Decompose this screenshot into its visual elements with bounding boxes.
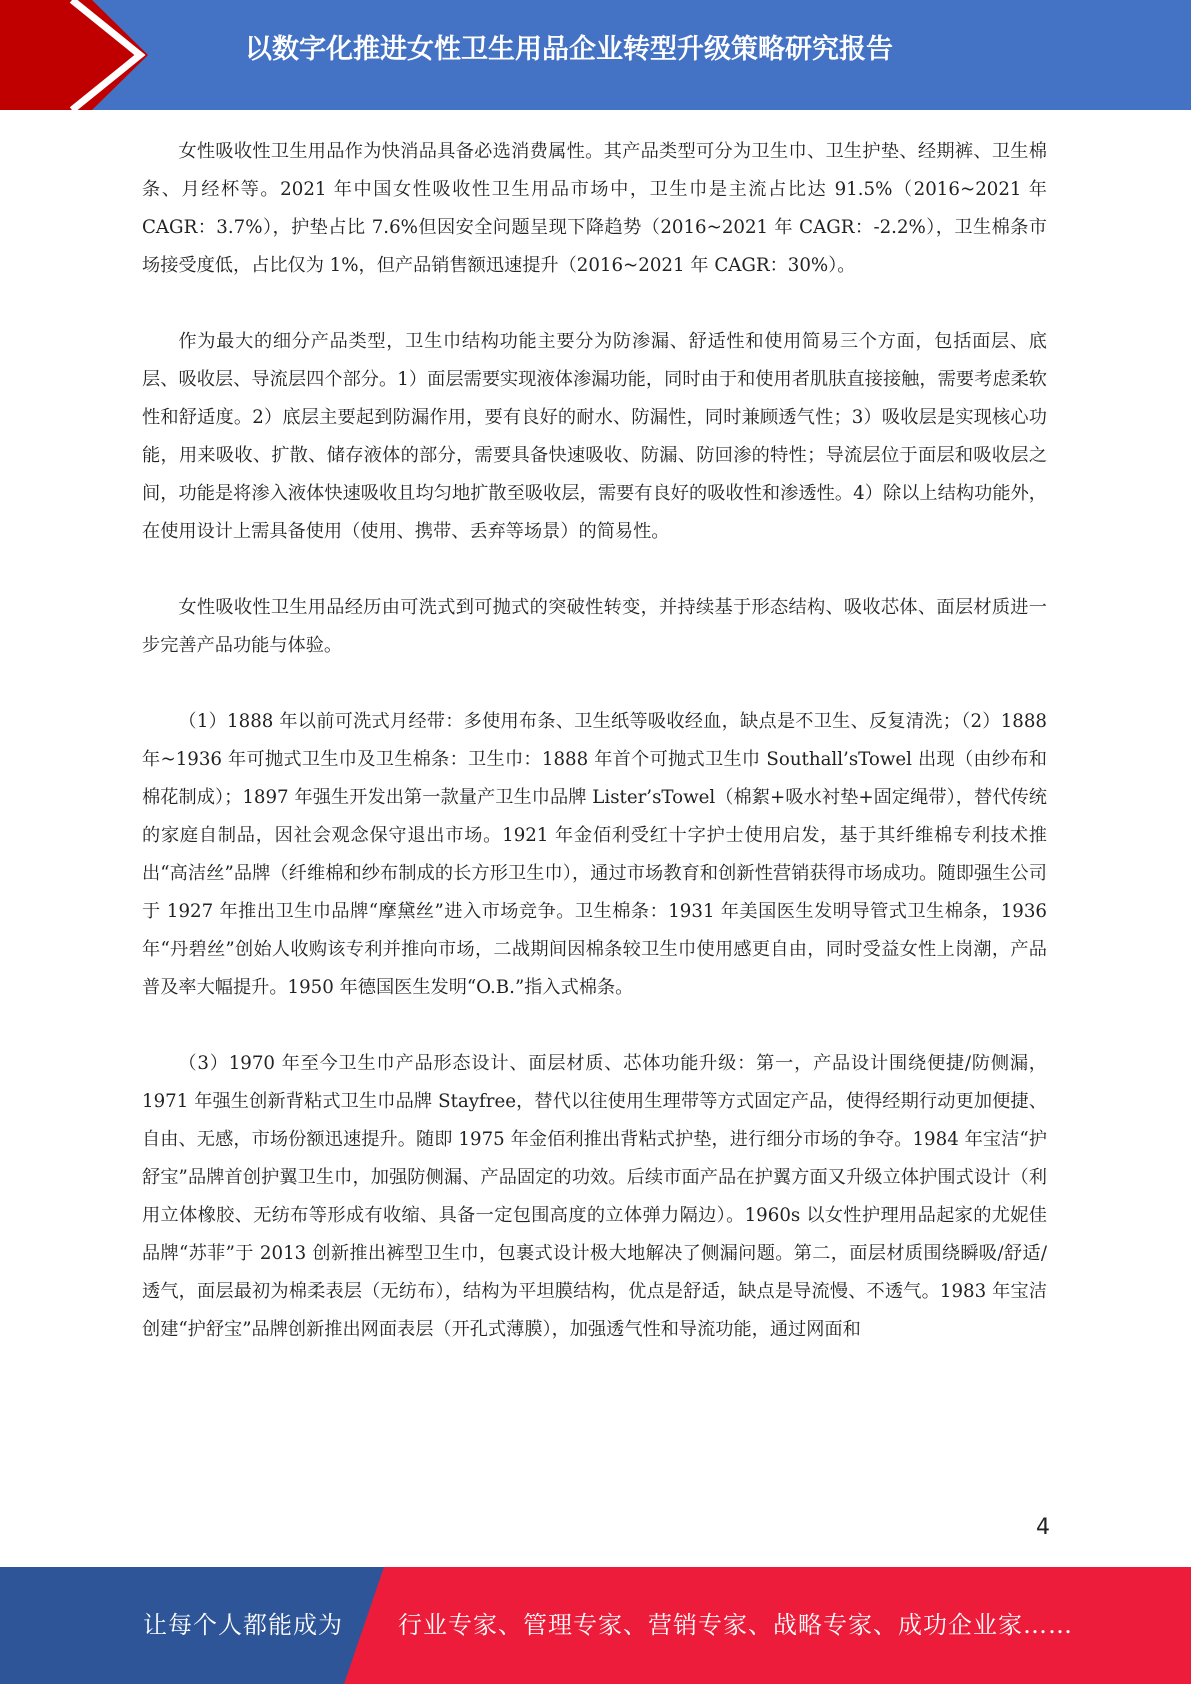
header-banner: [0, 0, 1191, 110]
paragraph-history-1970-present: （3）1970 年至今卫生巾产品形态设计、面层材质、芯体功能升级：第一，产品设计围绕便捷/防侧漏，1971 年强生创新背粘式卫生巾品牌 Stayfree，替代以往使用生理带等方式固定产品，使得经期行动更加便捷、自由、无感，市场份额迅速提升。随即 1975 年金佰利推出背粘式护垫，进行细分市场的争夺。1984 年宝洁“护舒宝”品牌首创护翼卫生巾，加强防侧漏、产品固定的功效。后续市面产品在护翼方面又升级立体护围式设计（利用立体橡胶、无纺布等形成有收缩、具备一定包围高度的立体弹力隔边）。1960s 以女性护理用品起家的尤妮佳品牌“苏菲”于 2013 创新推出裤型卫生巾，包裹式设计极大地解决了侧漏问题。第二，面层材质围绕瞬吸/舒适/透气，面层最初为棉柔表层（无纺布），结构为平坦膜结构，优点是舒适，缺点是导流慢、不透气。1983 年宝洁创建“护舒宝”品牌创新推出网面表层（开孔式薄膜），加强透气性和导流功能，通过网面和: [142, 1053, 1047, 1340]
body-text: [142, 133, 1047, 1387]
paragraph-structure-function: 作为最大的细分产品类型，卫生巾结构功能主要分为防渗漏、舒适性和使用简易三个方面，包括面层、底层、吸收层、导流层四个部分。1）面层需要实现液体渗漏功能，同时由于和使用者肌肤直接接触，需要考虑柔软性和舒适度。2）底层主要起到防漏作用，要有良好的耐水、防漏性，同时兼顾透气性；3）吸收层是实现核心功能，用来吸收、扩散、储存液体的部分，需要具备快速吸收、防漏、防回渗的特性；导流层位于面层和吸收层之间，功能是将渗入液体快速吸收且均匀地扩散至吸收层，需要有良好的吸收性和渗透性。4）除以上结构功能外，在使用设计上需具备使用（使用、携带、丢弃等场景）的简易性。: [142, 331, 1047, 542]
paragraph-market-overview: 女性吸收性卫生用品作为快消品具备必选消费属性。其产品类型可分为卫生巾、卫生护垫、经期裤、卫生棉条、月经杯等。2021 年中国女性吸收性卫生用品市场中，卫生巾是主流占比达 91.5%（2016~2021 年 CAGR：3.7%），护垫占比 7.6%但因安全问题呈现下降趋势（2016~2021 年 CAGR：-2.2%），卫生棉条市场接受度低，占比仅为 1%，但产品销售额迅速提升（2016~2021 年 CAGR：30%）。: [142, 141, 1047, 276]
page-number: 4: [1036, 1515, 1050, 1540]
report-title: 以数字化推进女性卫生用品企业转型升级策略研究报告: [245, 34, 893, 65]
footer-slogan-left: 让每个人都能成为: [143, 1611, 343, 1639]
paragraph-history-1888-1950: （1）1888 年以前可洗式月经带：多使用布条、卫生纸等吸收经血，缺点是不卫生、反复清洗；（2）1888 年~1936 年可抛式卫生巾及卫生棉条：卫生巾：1888 年首个可抛式卫生巾 Southall’sTowel 出现（由纱布和棉花制成）；1897 年强生开发出第一款量产卫生巾品牌 Lister’sTowel（棉絮+吸水衬垫+固定绳带），替代传统的家庭自制品，因社会观念保守退出市场。1921 年金佰利受红十字护士使用启发，基于其纤维棉专利技术推出“高洁丝”品牌（纤维棉和纱布制成的长方形卫生巾），通过市场教育和创新性营销获得市场成功。随即强生公司于 1927 年推出卫生巾品牌“摩黛丝”进入市场竞争。卫生棉条：1931 年美国医生发明导管式卫生棉条，1936 年“丹碧丝”创始人收购该专利并推向市场，二战期间因棉条较卫生巾使用感更自由，同时受益女性上岗潮，产品普及率大幅提升。1950 年德国医生发明“O.B.”指入式棉条。: [142, 711, 1047, 998]
footer-slogan-right: 行业专家、管理专家、营销专家、战略专家、成功企业家……: [398, 1611, 1073, 1639]
paragraph-evolution-intro: 女性吸收性卫生用品经历由可洗式到可抛式的突破性转变，并持续基于形态结构、吸收芯体、面层材质进一步完善产品功能与体验。: [142, 597, 1047, 656]
footer-banner: [0, 1567, 1191, 1684]
